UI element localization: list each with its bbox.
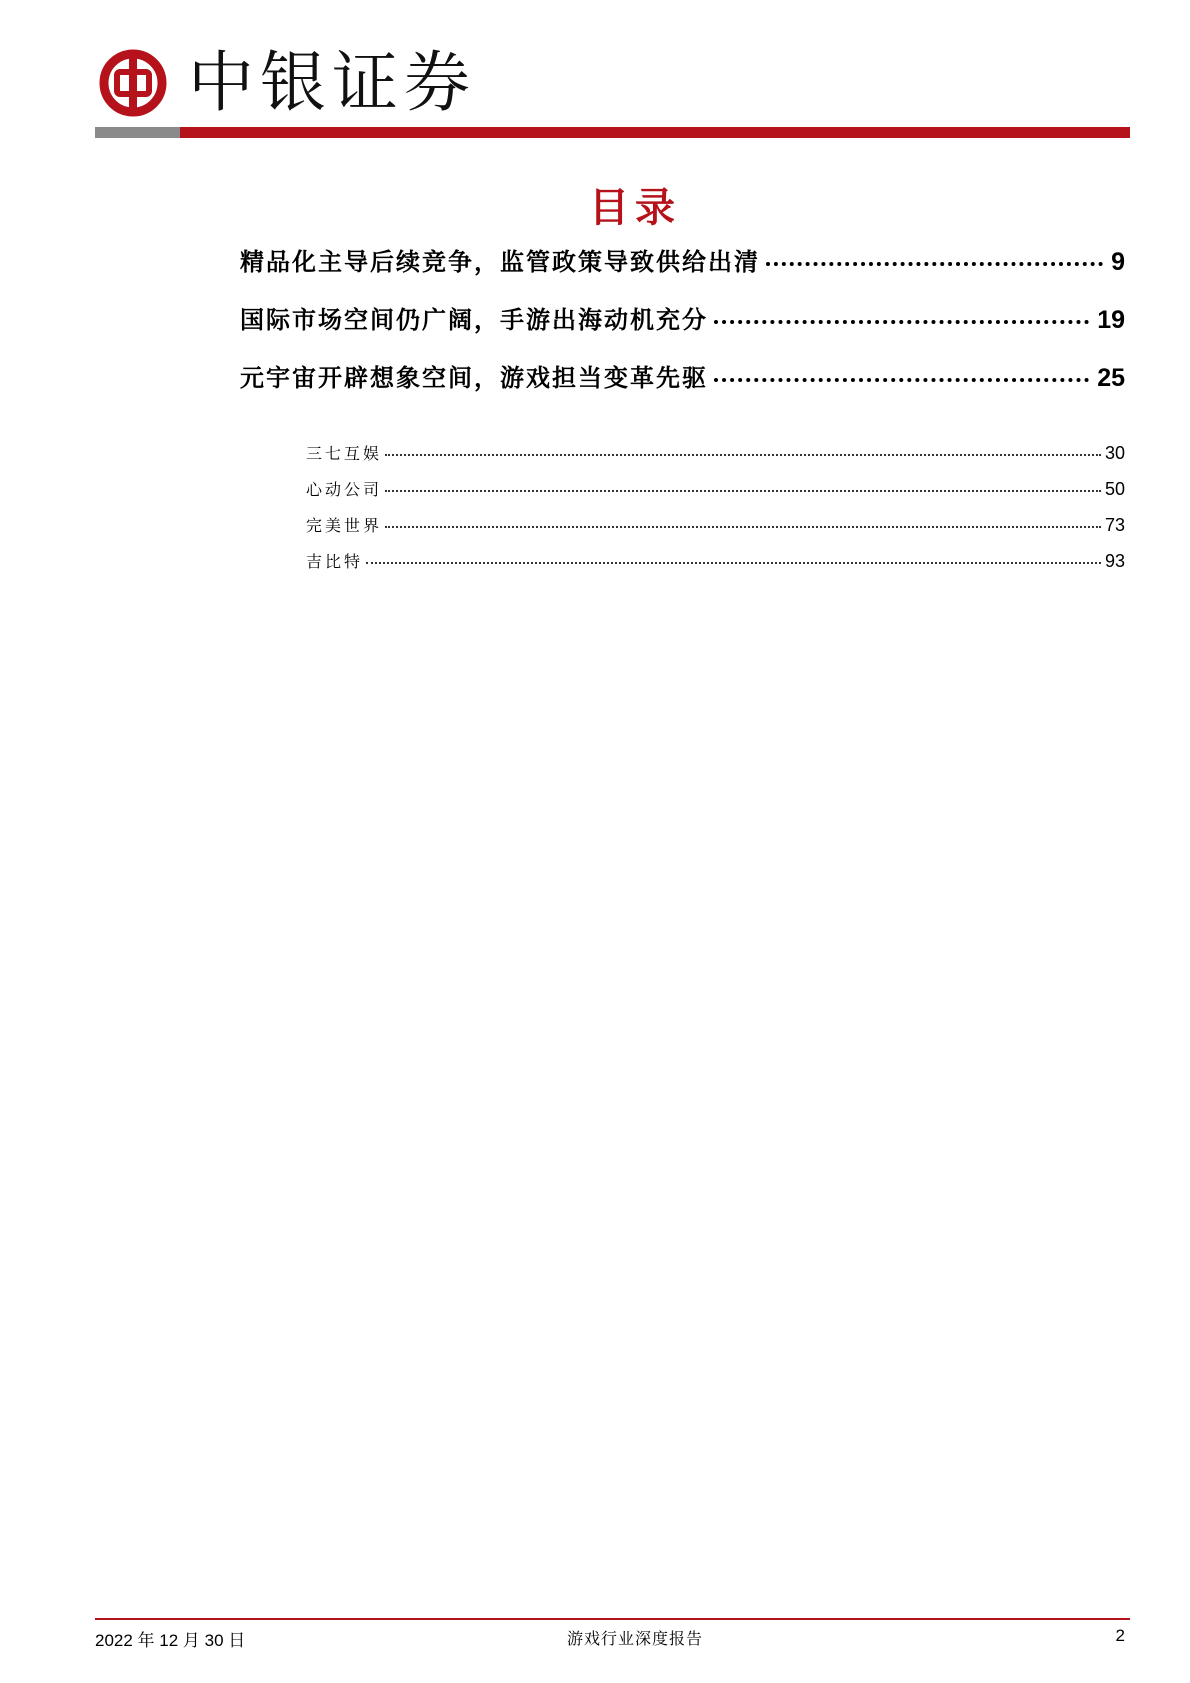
toc-leader xyxy=(385,454,1101,456)
toc-subentry-title: 吉比特 xyxy=(306,552,364,571)
toc-subentry-title: 完美世界 xyxy=(306,516,383,535)
toc-entry-title: 国际市场空间仍广阔，手游出海动机充分 xyxy=(240,305,708,334)
toc-entry[interactable] xyxy=(240,300,1125,340)
toc-entry-page: 19 xyxy=(1097,306,1125,334)
toc-subentry[interactable] xyxy=(306,477,1125,503)
footer-page-number: 2 xyxy=(1115,1626,1125,1645)
toc-leader xyxy=(366,562,1101,564)
toc-entry[interactable] xyxy=(240,358,1125,398)
toc-entry-title: 元宇宙开辟想象空间，游戏担当变革先驱 xyxy=(240,363,708,392)
toc-subentry-page: 30 xyxy=(1104,443,1125,463)
toc-subentry[interactable] xyxy=(306,549,1125,575)
toc-subentry-page: 73 xyxy=(1104,515,1125,535)
footer-rule xyxy=(95,1618,1130,1620)
toc-subentry-title: 心动公司 xyxy=(306,480,383,499)
toc-subentry-title: 三七互娱 xyxy=(306,444,383,463)
toc-leader xyxy=(385,490,1101,492)
header-rule-red xyxy=(180,127,1130,138)
toc-entry-title: 精品化主导后续竞争，监管政策导致供给出清 xyxy=(240,247,760,276)
footer-date: 2022 年 12 月 30 日 xyxy=(95,1631,246,1650)
toc-entry[interactable] xyxy=(240,242,1125,282)
toc-entry-page: 9 xyxy=(1111,248,1125,276)
toc-entry-page: 25 xyxy=(1097,364,1125,392)
brand-name: 中银证券 xyxy=(188,44,476,121)
toc-leader xyxy=(714,320,1089,324)
toc-leader xyxy=(385,526,1101,528)
toc-subentry-page: 50 xyxy=(1104,479,1125,499)
toc-leader xyxy=(714,378,1089,382)
footer-report-title: 游戏行业深度报告 xyxy=(566,1629,703,1648)
bank-of-china-logo-icon xyxy=(98,48,168,118)
toc-title: 目录 xyxy=(589,184,681,231)
toc-subentry[interactable] xyxy=(306,513,1125,539)
toc-subentry-page: 93 xyxy=(1104,551,1125,571)
header-rule-gray xyxy=(95,127,180,138)
toc-leader xyxy=(766,262,1103,266)
toc-subentry[interactable] xyxy=(306,441,1125,467)
